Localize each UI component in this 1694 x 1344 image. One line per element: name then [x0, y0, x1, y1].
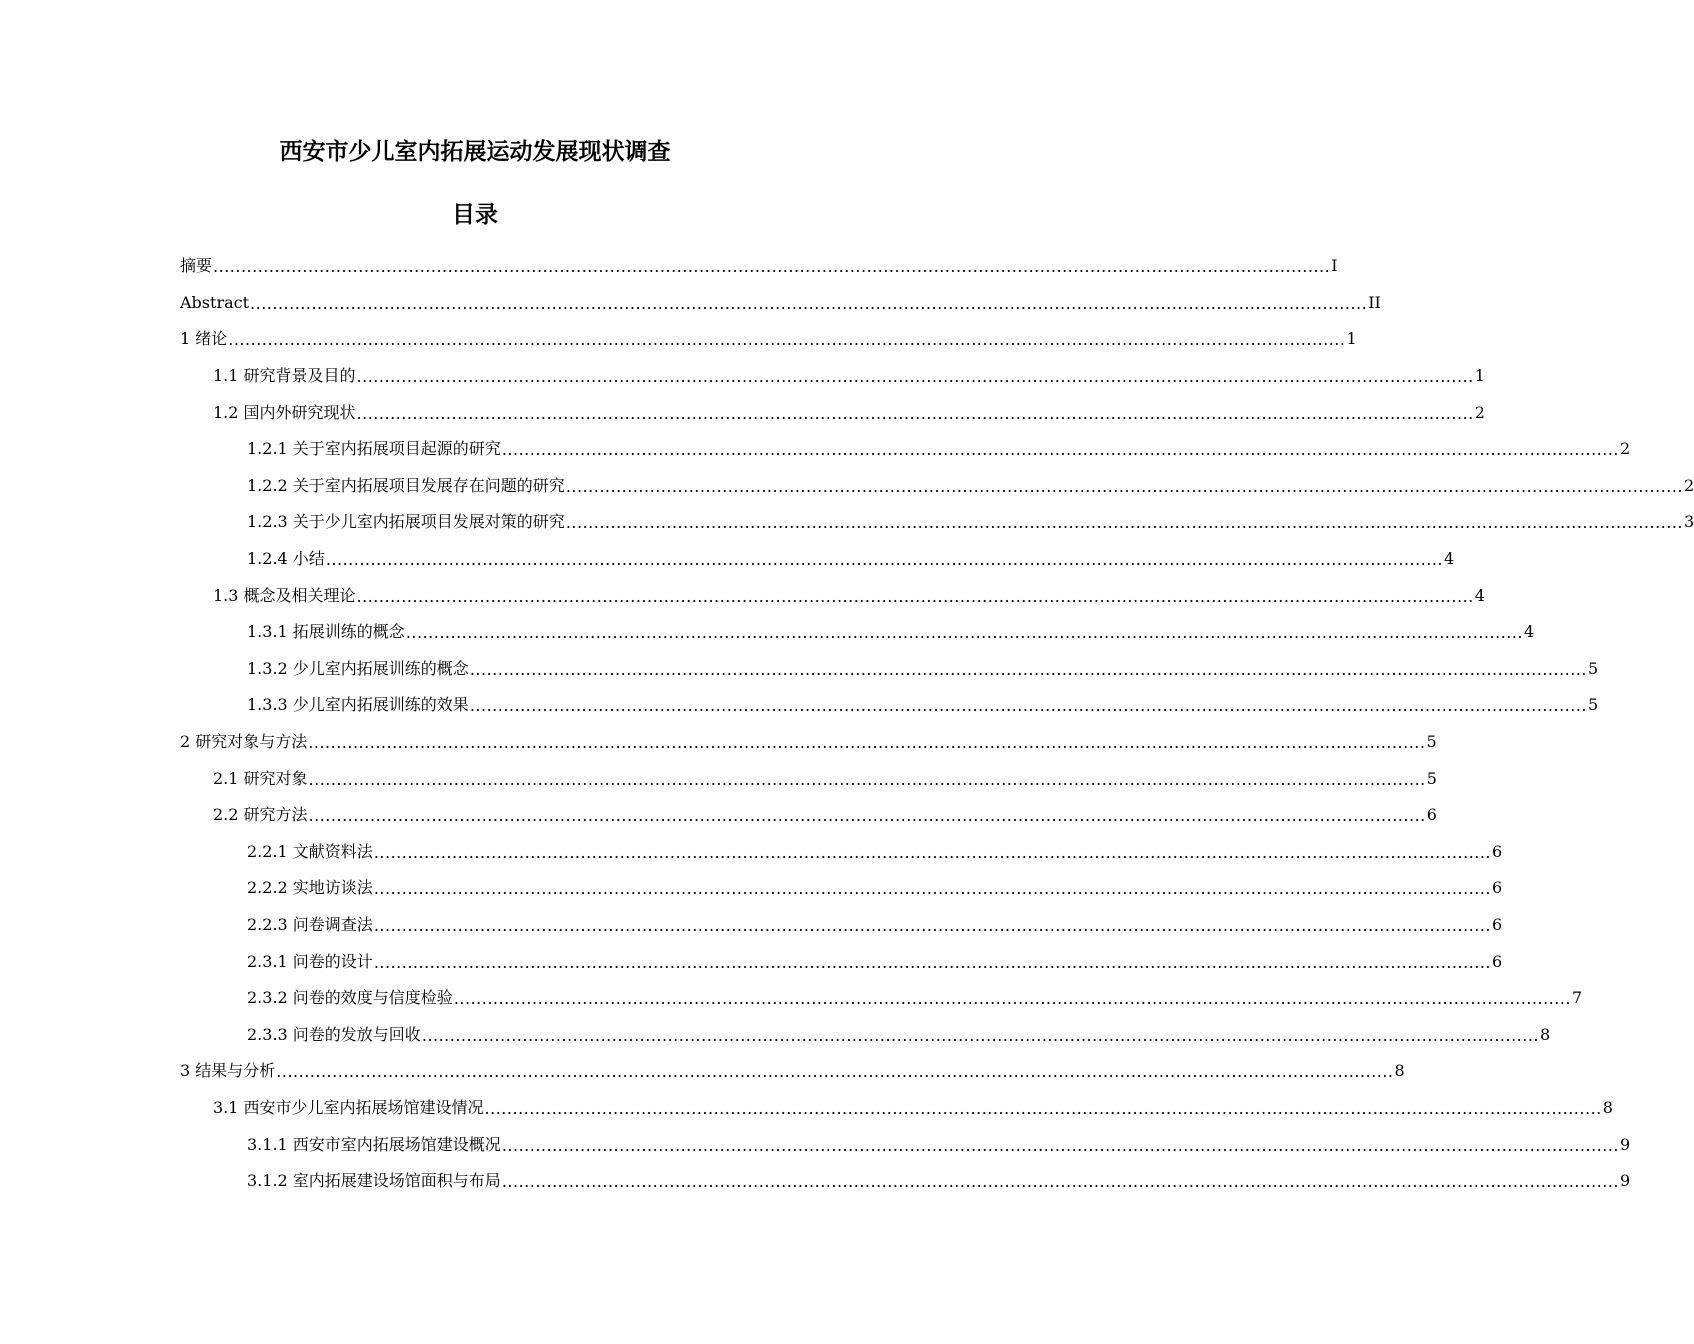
- toc-entry[interactable]: [180, 468, 1694, 505]
- toc-entry-page: 4: [1524, 622, 1535, 642]
- toc-entry-label: 1.2.2 关于室内拓展项目发展存在问题的研究: [247, 475, 565, 495]
- toc-entry[interactable]: [180, 431, 1631, 468]
- toc-entry-label: 3.1 西安市少儿室内拓展场馆建设情况: [213, 1097, 484, 1117]
- toc-leader: ........................................................................................................................................................................................................: [276, 1062, 1394, 1082]
- toc-leader: ........................................................................................................................................................................................................: [228, 330, 1346, 350]
- toc-entry-page: 2: [1474, 402, 1485, 422]
- toc-leader: ........................................................................................................................................................................................................: [308, 733, 1426, 753]
- toc-entry-page: 5: [1426, 732, 1437, 752]
- toc-entry-page: 5: [1588, 695, 1599, 715]
- toc-entry-label: 1 绪论: [180, 329, 228, 349]
- toc-entry-label: 3.1.1 西安市室内拓展场馆建设概况: [247, 1134, 501, 1154]
- toc-entry-page: 2: [1684, 475, 1694, 495]
- toc-entry[interactable]: [180, 577, 1485, 614]
- toc-entry-label: 2.2 研究方法: [213, 805, 308, 825]
- toc-entry-label: 1.2.1 关于室内拓展项目起源的研究: [247, 439, 501, 459]
- toc-entry-label: 1.1 研究背景及目的: [213, 366, 356, 386]
- toc-entry-page: 7: [1572, 988, 1583, 1008]
- toc-entry-page: 6: [1492, 841, 1503, 861]
- toc-leader: ........................................................................................................................................................................................................: [373, 952, 1491, 972]
- toc-leader: ........................................................................................................................................................................................................: [501, 1172, 1619, 1192]
- toc-entry-page: I: [1331, 256, 1338, 276]
- toc-entry-page: 1: [1474, 366, 1485, 386]
- toc-entry-page: 6: [1492, 878, 1503, 898]
- toc-leader: ........................................................................................................................................................................................................: [469, 659, 1587, 679]
- toc-entry[interactable]: [180, 358, 1485, 395]
- toc-entry-page: 8: [1394, 1061, 1405, 1081]
- toc-entry-page: 9: [1620, 1134, 1631, 1154]
- toc-leader: ........................................................................................................................................................................................................: [356, 367, 1474, 387]
- toc-entry-label: 2.2.2 实地访谈法: [247, 878, 373, 898]
- toc-leader: ........................................................................................................................................................................................................: [501, 1135, 1619, 1155]
- toc-entry-label: 2.3.2 问卷的效度与信度检验: [247, 988, 453, 1008]
- toc-entry-page: 5: [1588, 658, 1599, 678]
- toc-entry-page: 4: [1444, 549, 1455, 569]
- toc-entry[interactable]: [180, 541, 1455, 578]
- toc-leader: ........................................................................................................................................................................................................: [469, 696, 1587, 716]
- toc-entry-label: Abstract: [180, 292, 250, 312]
- toc-entry-label: 1.2.4 小结: [247, 549, 325, 569]
- toc-entry-label: 2.1 研究对象: [213, 768, 308, 788]
- toc-entry-page: 6: [1492, 914, 1503, 934]
- toc-entry-label: 1.2.3 关于少儿室内拓展项目发展对策的研究: [247, 512, 565, 532]
- toc-entry[interactable]: [180, 1090, 1613, 1127]
- toc-entry-page: 1: [1346, 329, 1357, 349]
- toc-leader: ........................................................................................................................................................................................................: [308, 769, 1426, 789]
- toc-entry-page: 8: [1540, 1024, 1551, 1044]
- toc-leader: ........................................................................................................................................................................................................: [565, 513, 1683, 533]
- toc-entry-page: 6: [1426, 805, 1437, 825]
- toc-entry-page: 8: [1602, 1097, 1613, 1117]
- toc-entry-page: 9: [1620, 1171, 1631, 1191]
- toc-entry[interactable]: [180, 504, 1694, 541]
- toc-leader: ........................................................................................................................................................................................................: [565, 476, 1683, 496]
- toc-entry-label: 1.3.1 拓展训练的概念: [247, 622, 405, 642]
- toc-entry-page: 3: [1684, 512, 1694, 532]
- toc-entry[interactable]: [180, 834, 1503, 871]
- toc-entry-label: 2 研究对象与方法: [180, 732, 308, 752]
- toc-leader: ........................................................................................................................................................................................................: [453, 989, 1571, 1009]
- toc-entry-page: 4: [1474, 585, 1485, 605]
- toc-entry-label: 2.2.1 文献资料法: [247, 841, 373, 861]
- toc-entry-label: 2.3.1 问卷的设计: [247, 951, 373, 971]
- toc-entry[interactable]: [180, 870, 1503, 907]
- toc-entry[interactable]: [180, 980, 1583, 1017]
- toc-entry-label: 2.3.3 问卷的发放与回收: [247, 1024, 421, 1044]
- toc-entry[interactable]: [180, 1163, 1631, 1200]
- toc-entry[interactable]: [180, 687, 1599, 724]
- toc-entry[interactable]: [180, 321, 1357, 358]
- toc-leader: ........................................................................................................................................................................................................: [501, 440, 1619, 460]
- toc-leader: ........................................................................................................................................................................................................: [250, 293, 1368, 313]
- document-title: 西安市少儿室内拓展运动发展现状调查: [279, 139, 671, 165]
- toc-entry-page: 5: [1426, 768, 1437, 788]
- toc-leader: ........................................................................................................................................................................................................: [484, 1098, 1602, 1118]
- toc-entry[interactable]: [180, 248, 1338, 285]
- toc-entry-label: 3 结果与分析: [180, 1061, 276, 1081]
- toc-leader: ........................................................................................................................................................................................................: [308, 806, 1426, 826]
- toc-leader: ........................................................................................................................................................................................................: [356, 403, 1474, 423]
- toc-entry-label: 3.1.2 室内拓展建设场馆面积与布局: [247, 1171, 501, 1191]
- toc-entry[interactable]: [180, 943, 1503, 980]
- toc-leader: ........................................................................................................................................................................................................: [373, 915, 1491, 935]
- toc-entry[interactable]: [180, 1053, 1405, 1090]
- toc-leader: ........................................................................................................................................................................................................: [213, 257, 1331, 277]
- toc-entry-page: II: [1368, 292, 1381, 312]
- toc-entry[interactable]: [180, 907, 1503, 944]
- toc-entry[interactable]: [180, 760, 1437, 797]
- toc-entry[interactable]: [180, 724, 1437, 761]
- toc-entry[interactable]: [180, 1126, 1631, 1163]
- toc-leader: ........................................................................................................................................................................................................: [373, 879, 1491, 899]
- toc-entry-label: 1.3.3 少儿室内拓展训练的效果: [247, 695, 469, 715]
- toc-entry[interactable]: [180, 394, 1485, 431]
- toc-entry-page: 2: [1620, 439, 1631, 459]
- toc-entry-label: 1.2 国内外研究现状: [213, 402, 356, 422]
- toc-leader: ........................................................................................................................................................................................................: [325, 550, 1443, 570]
- toc-entry-label: 1.3 概念及相关理论: [213, 585, 356, 605]
- toc-leader: ........................................................................................................................................................................................................: [405, 623, 1523, 643]
- toc-entry-page: 6: [1492, 951, 1503, 971]
- toc-heading: 目录: [452, 202, 498, 228]
- toc-entry-label: 摘要: [180, 256, 213, 276]
- toc-entry[interactable]: [180, 285, 1381, 322]
- toc-entry-label: 2.2.3 问卷调查法: [247, 914, 373, 934]
- toc-leader: ........................................................................................................................................................................................................: [373, 842, 1491, 862]
- toc-entry[interactable]: [180, 797, 1437, 834]
- table-of-contents: [180, 248, 1694, 1199]
- toc-entry-label: 1.3.2 少儿室内拓展训练的概念: [247, 658, 469, 678]
- toc-entry[interactable]: [180, 1016, 1551, 1053]
- toc-entry[interactable]: [180, 651, 1599, 688]
- toc-leader: ........................................................................................................................................................................................................: [421, 1025, 1539, 1045]
- toc-entry[interactable]: [180, 614, 1535, 651]
- toc-leader: ........................................................................................................................................................................................................: [356, 586, 1474, 606]
